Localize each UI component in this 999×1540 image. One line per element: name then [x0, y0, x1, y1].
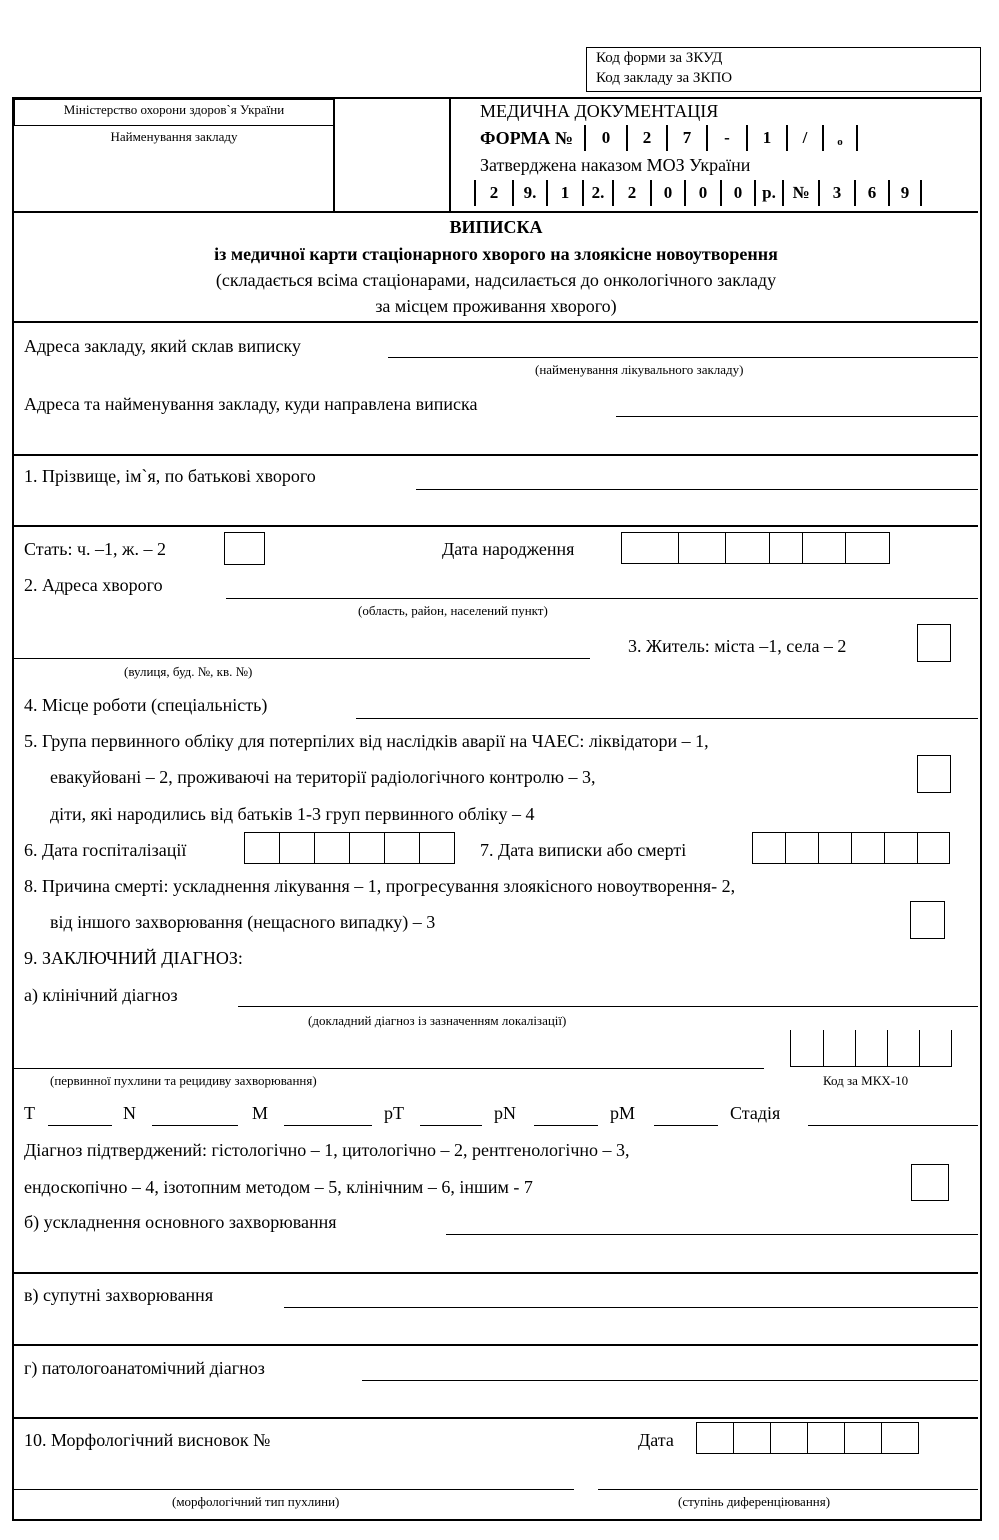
document-note-1: (складається всіма стаціонарами, надсилається до онкологічного закладу: [215, 270, 777, 290]
form-number-digit: 0: [584, 125, 626, 151]
header-bottom-line: [12, 211, 978, 213]
header-divider-1: [333, 99, 335, 212]
order-date-digit: 9: [888, 180, 920, 206]
form-number-digit: 7: [666, 125, 706, 151]
death-cause-line-1: 8. Причина смерті: ускладнення лікування – 1, прогресування злоякісного новоутворення- 2,: [24, 876, 736, 896]
patient-address-field-1[interactable]: [226, 598, 978, 599]
icd-code-label: Код за МКХ-10: [823, 1073, 909, 1088]
clinical-diagnosis-field[interactable]: [238, 1006, 978, 1007]
document-note-2: за місцем проживання хворого): [375, 296, 617, 316]
form-number-digit: -: [706, 125, 746, 151]
tnm-pm-field[interactable]: [654, 1125, 718, 1126]
address-hint-2: (вулиця, буд. №, кв. №): [124, 664, 253, 679]
chernobyl-group-line-3: діти, які народились від батьків 1-3 груп первинного обліку – 4: [50, 804, 535, 824]
section-line-3: [12, 1272, 978, 1274]
chernobyl-group-line-2: евакуйовані – 2, проживаючі на території радіологічного контролю – 3,: [50, 767, 596, 787]
address-hint-1: (область, район, населений пункт): [358, 603, 548, 618]
morphology-date-cells[interactable]: [696, 1422, 919, 1454]
icd-code-underline: [790, 1066, 948, 1067]
clinical-diagnosis-label: а) клінічний діагноз: [24, 985, 178, 1005]
form-number-digit: 2: [626, 125, 666, 151]
form-number-label: ФОРМА №: [480, 128, 573, 148]
diagnosis-confirmed-line-2: ендоскопічно – 4, ізотопним методом – 5, клінічним – 6, іншим - 7: [24, 1177, 533, 1197]
order-date-digit: №: [782, 180, 818, 206]
recipient-address-label: Адреса та найменування закладу, куди направлена виписка: [24, 394, 478, 414]
diagnosis-confirmed-box[interactable]: [911, 1164, 949, 1201]
morphology-label: 10. Морфологічний висновок №: [24, 1430, 271, 1450]
order-date-end: [920, 180, 922, 206]
tnm-t-label: T: [24, 1103, 35, 1123]
title-bottom-line: [12, 321, 978, 323]
order-date-digit: 6: [854, 180, 888, 206]
order-date-digit: 9.: [512, 180, 546, 206]
section-line-2: [12, 525, 978, 527]
tnm-n-field[interactable]: [152, 1125, 238, 1126]
patient-name-field[interactable]: [416, 489, 978, 490]
comorbid-label: в) супутні захворювання: [24, 1285, 214, 1305]
order-date-digit: 2.: [582, 180, 612, 206]
order-date-digit: р.: [754, 180, 782, 206]
morphology-type-hint: (морфологічний тип пухлини): [172, 1494, 340, 1509]
morphology-grade-hint: (ступінь диференціювання): [678, 1494, 831, 1509]
final-diagnosis-heading: 9. ЗАКЛЮЧНИЙ ДІАГНОЗ:: [24, 948, 243, 968]
composer-address-field[interactable]: [388, 357, 978, 358]
section-line-4: [12, 1344, 978, 1346]
form-number-digit: о: [822, 125, 856, 151]
morphology-grade-field[interactable]: [598, 1489, 978, 1490]
order-date-digit: 0: [650, 180, 684, 206]
stage-label: Стадія: [730, 1103, 781, 1123]
discharge-date-cells[interactable]: [752, 832, 950, 864]
sex-box[interactable]: [224, 532, 265, 565]
section-line-5: [12, 1417, 978, 1419]
pathology-field[interactable]: [362, 1380, 978, 1381]
diagnosis-confirmed-line-1: Діагноз підтверджений: гістологічно – 1, цитологічно – 2, рентгенологічно – 3,: [24, 1140, 630, 1160]
stage-field[interactable]: [808, 1125, 978, 1126]
resident-box[interactable]: [917, 624, 951, 662]
icd-code-cells[interactable]: [790, 1030, 952, 1067]
order-date-digit: 0: [684, 180, 720, 206]
order-date-digit: 0: [720, 180, 754, 206]
pathology-label: г) патологоанатомічний діагноз: [24, 1358, 265, 1378]
tumor-hint: (первинної пухлини та рецидиву захворювання): [50, 1073, 317, 1088]
document-title: ВИПИСКА: [449, 217, 543, 237]
tnm-pn-label: pN: [494, 1103, 516, 1123]
comorbid-field[interactable]: [284, 1307, 978, 1308]
clinical-diagnosis-hint: (докладний діагноз із зазначенням локалізації): [308, 1013, 567, 1028]
tnm-pt-label: pT: [384, 1103, 404, 1123]
birth-date-label: Дата народження: [442, 539, 575, 559]
document-subtitle: із медичної карти стаціонарного хворого на злоякісне новоутворення: [214, 244, 778, 264]
order-date-digit: 2: [612, 180, 650, 206]
composer-address-label: Адреса закладу, який склав виписку: [24, 336, 301, 356]
hospitalization-date-cells[interactable]: [244, 832, 455, 864]
morphology-date-label: Дата: [638, 1430, 674, 1450]
form-number-end: [856, 125, 858, 151]
morphology-type-field[interactable]: [14, 1489, 574, 1490]
form-number-digit: /: [786, 125, 822, 151]
hospitalization-date-label: 6. Дата госпіталізації: [24, 840, 187, 860]
order-date-digit: 1: [546, 180, 582, 206]
patient-name-label: 1. Прізвище, ім`я, по батькові хворого: [24, 466, 316, 486]
header-divider-2: [449, 99, 451, 212]
order-date-digit: 3: [818, 180, 854, 206]
ministry-label: Міністерство охорони здоров`я України: [63, 102, 285, 117]
patient-address-field-2[interactable]: [14, 658, 590, 659]
birth-date-cells[interactable]: [621, 532, 890, 564]
tnm-m-field[interactable]: [284, 1125, 372, 1126]
complications-label: б) ускладнення основного захворювання: [24, 1212, 337, 1232]
work-label: 4. Місце роботи (спеціальність): [24, 695, 268, 715]
complications-field[interactable]: [446, 1234, 978, 1235]
sex-label: Стать: ч. –1, ж. – 2: [24, 539, 166, 559]
institution-code-label: Код закладу за ЗКПО: [596, 70, 733, 86]
tnm-n-label: N: [123, 1103, 136, 1123]
chernobyl-group-line-1: 5. Група первинного обліку для потерпілих від наслідків аварії на ЧАЕС: ліквідатори – 1,: [24, 731, 709, 751]
composer-address-hint: (найменування лікувального закладу): [535, 362, 744, 377]
med-doc-title: МЕДИЧНА ДОКУМЕНТАЦІЯ: [480, 101, 719, 121]
order-date-cells: [474, 180, 922, 206]
tnm-pn-field[interactable]: [534, 1125, 598, 1126]
resident-label: 3. Житель: міста –1, села – 2: [628, 636, 847, 656]
patient-address-label: 2. Адреса хворого: [24, 575, 163, 595]
approved-label: Затверджена наказом МОЗ України: [480, 155, 751, 175]
discharge-date-label: 7. Дата виписки або смерті: [480, 840, 687, 860]
death-cause-box[interactable]: [910, 901, 945, 939]
tnm-pt-field[interactable]: [420, 1125, 482, 1126]
section-line-1: [12, 454, 978, 456]
tnm-m-label: M: [252, 1103, 269, 1123]
tnm-t-field[interactable]: [48, 1125, 112, 1126]
form-number-digit: 1: [746, 125, 786, 151]
institution-name-label: Найменування закладу: [110, 129, 238, 144]
form-code-label: Код форми за ЗКУД: [596, 50, 723, 66]
work-field[interactable]: [356, 718, 978, 719]
tnm-pm-label: pM: [610, 1103, 636, 1123]
recipient-address-field[interactable]: [616, 416, 978, 417]
death-cause-line-2: від іншого захворювання (нещасного випадку) – 3: [50, 912, 436, 932]
clinical-diagnosis-field-2[interactable]: [14, 1068, 764, 1069]
order-date-digit: 2: [474, 180, 512, 206]
chernobyl-group-box[interactable]: [917, 755, 951, 793]
form-number-cells: [584, 125, 858, 151]
